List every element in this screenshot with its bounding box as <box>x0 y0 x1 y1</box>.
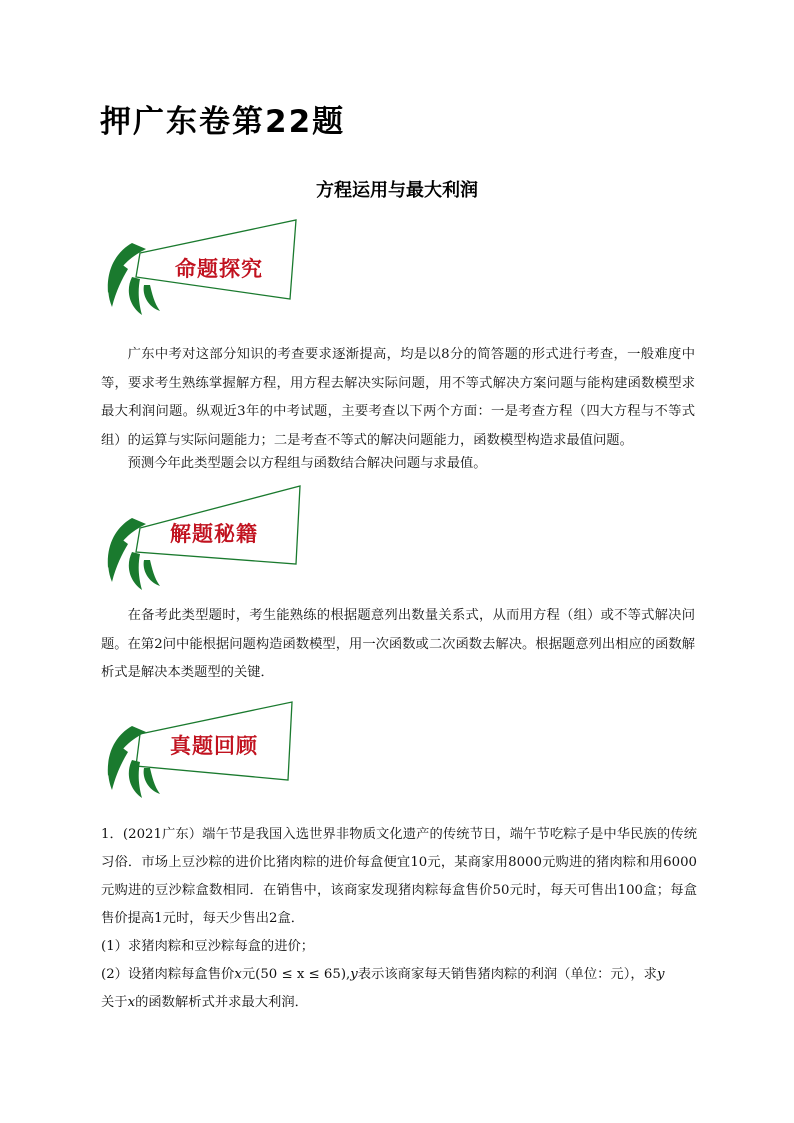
section-heading: 真题回顾 <box>170 733 258 758</box>
q2-text: 表示该商家每天销售猪肉粽的利润（单位：元），求 <box>357 967 657 982</box>
section-heading: 命题探究 <box>175 256 263 281</box>
document-subtitle: 方程运用与最大利润 <box>316 180 478 201</box>
q2-text: (2）设猪肉粽每盒售价 <box>101 967 235 982</box>
document-title: 押广东卷第22题 <box>100 104 346 140</box>
section-paragraph: 预测今年此类型题会以方程组与函数结合解决问题与求最值。 <box>127 456 487 471</box>
math-variable-x: x <box>127 995 136 1010</box>
math-range: (50 ≤ x ≤ 65) <box>255 967 347 982</box>
section-banner-mingti <box>98 207 303 325</box>
problem-stem: 1．(2021广东）端午节是我国入选世界非物质文化遗产的传统节日，端午节吃粽子是中华民族的传统习俗．市场上豆沙粽的进价比猪肉粽的进价每盒便宜10元，某商家用8000元购进的猪肉粽和用6000元购进的豆沙粽盒数相同．在销售中，该商家发现猪肉粽每盒售价50元时，每天可售出100盒；每盒售价提高1元时，每天少售出2盒． <box>101 827 697 926</box>
q2-text: 关于 <box>101 995 128 1010</box>
q2-text: , <box>346 967 351 982</box>
problem-block <box>101 821 697 1017</box>
q2-text: 的函数解析式并求最大利润． <box>135 995 308 1010</box>
math-variable-y: y <box>656 967 665 982</box>
problem-question-1: (1）求猪肉粽和豆沙粽每盒的进价； <box>101 939 315 954</box>
section-heading: 解题秘籍 <box>170 521 258 546</box>
math-variable-x: x <box>234 967 242 982</box>
problem-question-2 <box>101 961 697 1017</box>
section-banner-jieti <box>98 486 303 604</box>
section-paragraph: 在备考此类型题时，考生能熟练的根据题意列出数量关系式，从而用方程（组）或不等式解决问题。在第2问中能根据问题构造函数模型，用一次函数或二次函数去解决。根据题意列出相应的函数解析式是解决本类题型的关键． <box>101 608 695 680</box>
section-paragraph: 广东中考对这部分知识的考查要求逐渐提高，均是以8分的简答题的形式进行考查，一般难度中等，要求考生熟练掌握解方程，用方程去解决实际问题，用不等式解决方案问题与能构建函数模型求最大利润问题。纵观近3年的中考试题，主要考查以下两个方面：一是考查方程（四大方程与不等式组）的运算与实际问题能力；二是考查不等式的解决问题能力，函数模型构造求最值问题。 <box>101 347 695 448</box>
math-variable-y: y <box>350 967 358 982</box>
section-banner-zhenti <box>98 700 303 818</box>
q2-text: 元 <box>241 967 256 982</box>
